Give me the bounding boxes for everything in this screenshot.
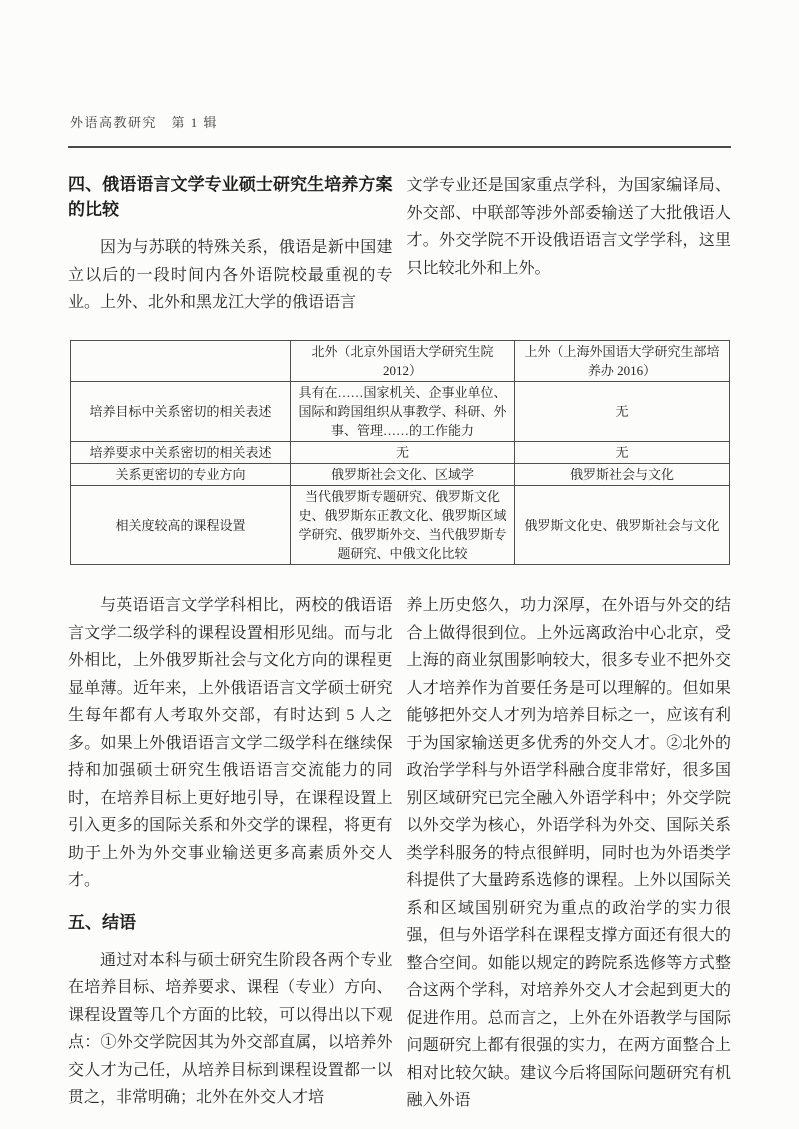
section-4-heading: 四、俄语语言文学专业硕士研究生培养方案的比较 <box>68 175 393 219</box>
beiwai-value: 当代俄罗斯专题研究、俄罗斯文化史、俄罗斯东正教文化、俄罗斯区域学研究、俄罗斯外交、当代俄罗斯专题研究、中俄文化比较 <box>291 486 515 565</box>
table-header-criteria <box>71 341 291 382</box>
beiwai-value: 具有在……国家机关、企事业单位、国际和跨国组织从事教学、科研、外事、管理……的工作能力 <box>291 382 515 442</box>
table-row-specialty-direction <box>71 464 730 486</box>
shangwai-value: 无 <box>515 442 730 464</box>
table-header-row <box>71 341 730 382</box>
running-head <box>70 112 218 131</box>
section-4 <box>68 172 731 317</box>
header-divider <box>68 146 731 148</box>
table-row-course-setting <box>71 486 730 565</box>
row-label: 培养目标中关系密切的相关表述 <box>71 382 291 442</box>
top-right-column <box>407 172 732 317</box>
table-header-beiwai: 北外（北京外国语大学研究生院 2012） <box>291 341 515 382</box>
bottom-right-column <box>407 592 732 1115</box>
shangwai-value: 无 <box>515 382 730 442</box>
table-row-training-requirement <box>71 442 730 464</box>
row-label: 相关度较高的课程设置 <box>71 486 291 565</box>
bottom-left-column <box>68 592 393 1115</box>
section-5-paragraph-right: 养上历史悠久，功力深厚，在外语与外交的结合上做得很到位。上外远离政治中心北京，受上海的商业氛围影响较大，很多专业不把外交人才培养作为首要任务是可以理解的。但如果能够把外交人才列为培养目标之一，应该有利于为国家输送更多优秀的外交人才。②北外的政治学学科与外语学科融合度非常好，很多国别区域研究已完全融入外语学科中；外交学院以外交学为核心，外语学科为外交、国际关系类学科服务的特点很鲜明，同时也为外语类学科提供了大量跨系选修的课程。上外以国际关系和区域国别研究为重点的政治学的实力很强，但与外语学科在课程支撑方面还有很大的整合空间。如能以规定的跨院系选修等方式整合这两个学科，对培养外交人才会起到更大的促进作用。总而言之，上外在外语教学与国际问题研究上都有很强的实力，在两方面整合上相对比较欠缺。建议今后将国际问题研究有机融入外语 <box>406 597 731 1109</box>
section-4-paragraph-right: 文学专业还是国家重点学科，为国家编译局、外交部、中联部等涉外部委输送了大批俄语人才。外交学院不开设俄语语言文学学科，这里只比较北外和上外。 <box>406 177 731 277</box>
table-row-training-goal <box>71 382 730 442</box>
section-4-paragraph-left: 因为与苏联的特殊关系，俄语是新中国建立以后的一段时间内各外语院校最重视的专业。上外、北外和黑龙江大学的俄语语言 <box>68 239 393 311</box>
body-paragraph-left: 与英语语言文学学科相比，两校的俄语语言文学二级学科的课程设置相形见绌。而与北外相比，上外俄罗斯社会与文化方向的课程更显单薄。近年来，上外俄语语言文学硕士研究生每年都有人考取外交部，有时达到 5 人之多。如果上外俄语语言文学二级学科在继续保持和加强硕士研究生俄语语言交流能力的同时，在培养目标上更好地引导，在课程设置上引入更多的国际关系和外交学的课程，将更有助于上外为外交事业输送更多高素质外交人才。 <box>68 597 393 889</box>
beiwai-value: 俄罗斯社会文化、区域学 <box>291 464 515 486</box>
comparison-table <box>70 340 730 565</box>
top-left-column <box>68 172 393 317</box>
table-header-shangwai: 上外（上海外国语大学研究生部培养办 2016） <box>515 341 730 382</box>
shangwai-value: 俄罗斯社会与文化 <box>515 464 730 486</box>
beiwai-value: 无 <box>291 442 515 464</box>
row-label: 培养要求中关系密切的相关表述 <box>71 442 291 464</box>
section-5-heading: 五、结语 <box>68 912 136 932</box>
shangwai-value: 俄罗斯文化史、俄罗斯社会与文化 <box>515 486 730 565</box>
section-5 <box>68 592 731 1115</box>
row-label: 关系更密切的专业方向 <box>71 464 291 486</box>
journal-title: 外语高教研究 第 1 辑 <box>70 115 219 130</box>
section-5-paragraph-left: 通过对本科与硕士研究生阶段各两个专业在培养目标、培养要求、课程（专业）方向、课程设置等几个方面的比较，可以得出以下观点：①外交学院因其为外交部直属，以培养外交人才为己任，从培养目标到课程设置都一以贯之，非常明确；北外在外交人才培 <box>68 951 393 1106</box>
